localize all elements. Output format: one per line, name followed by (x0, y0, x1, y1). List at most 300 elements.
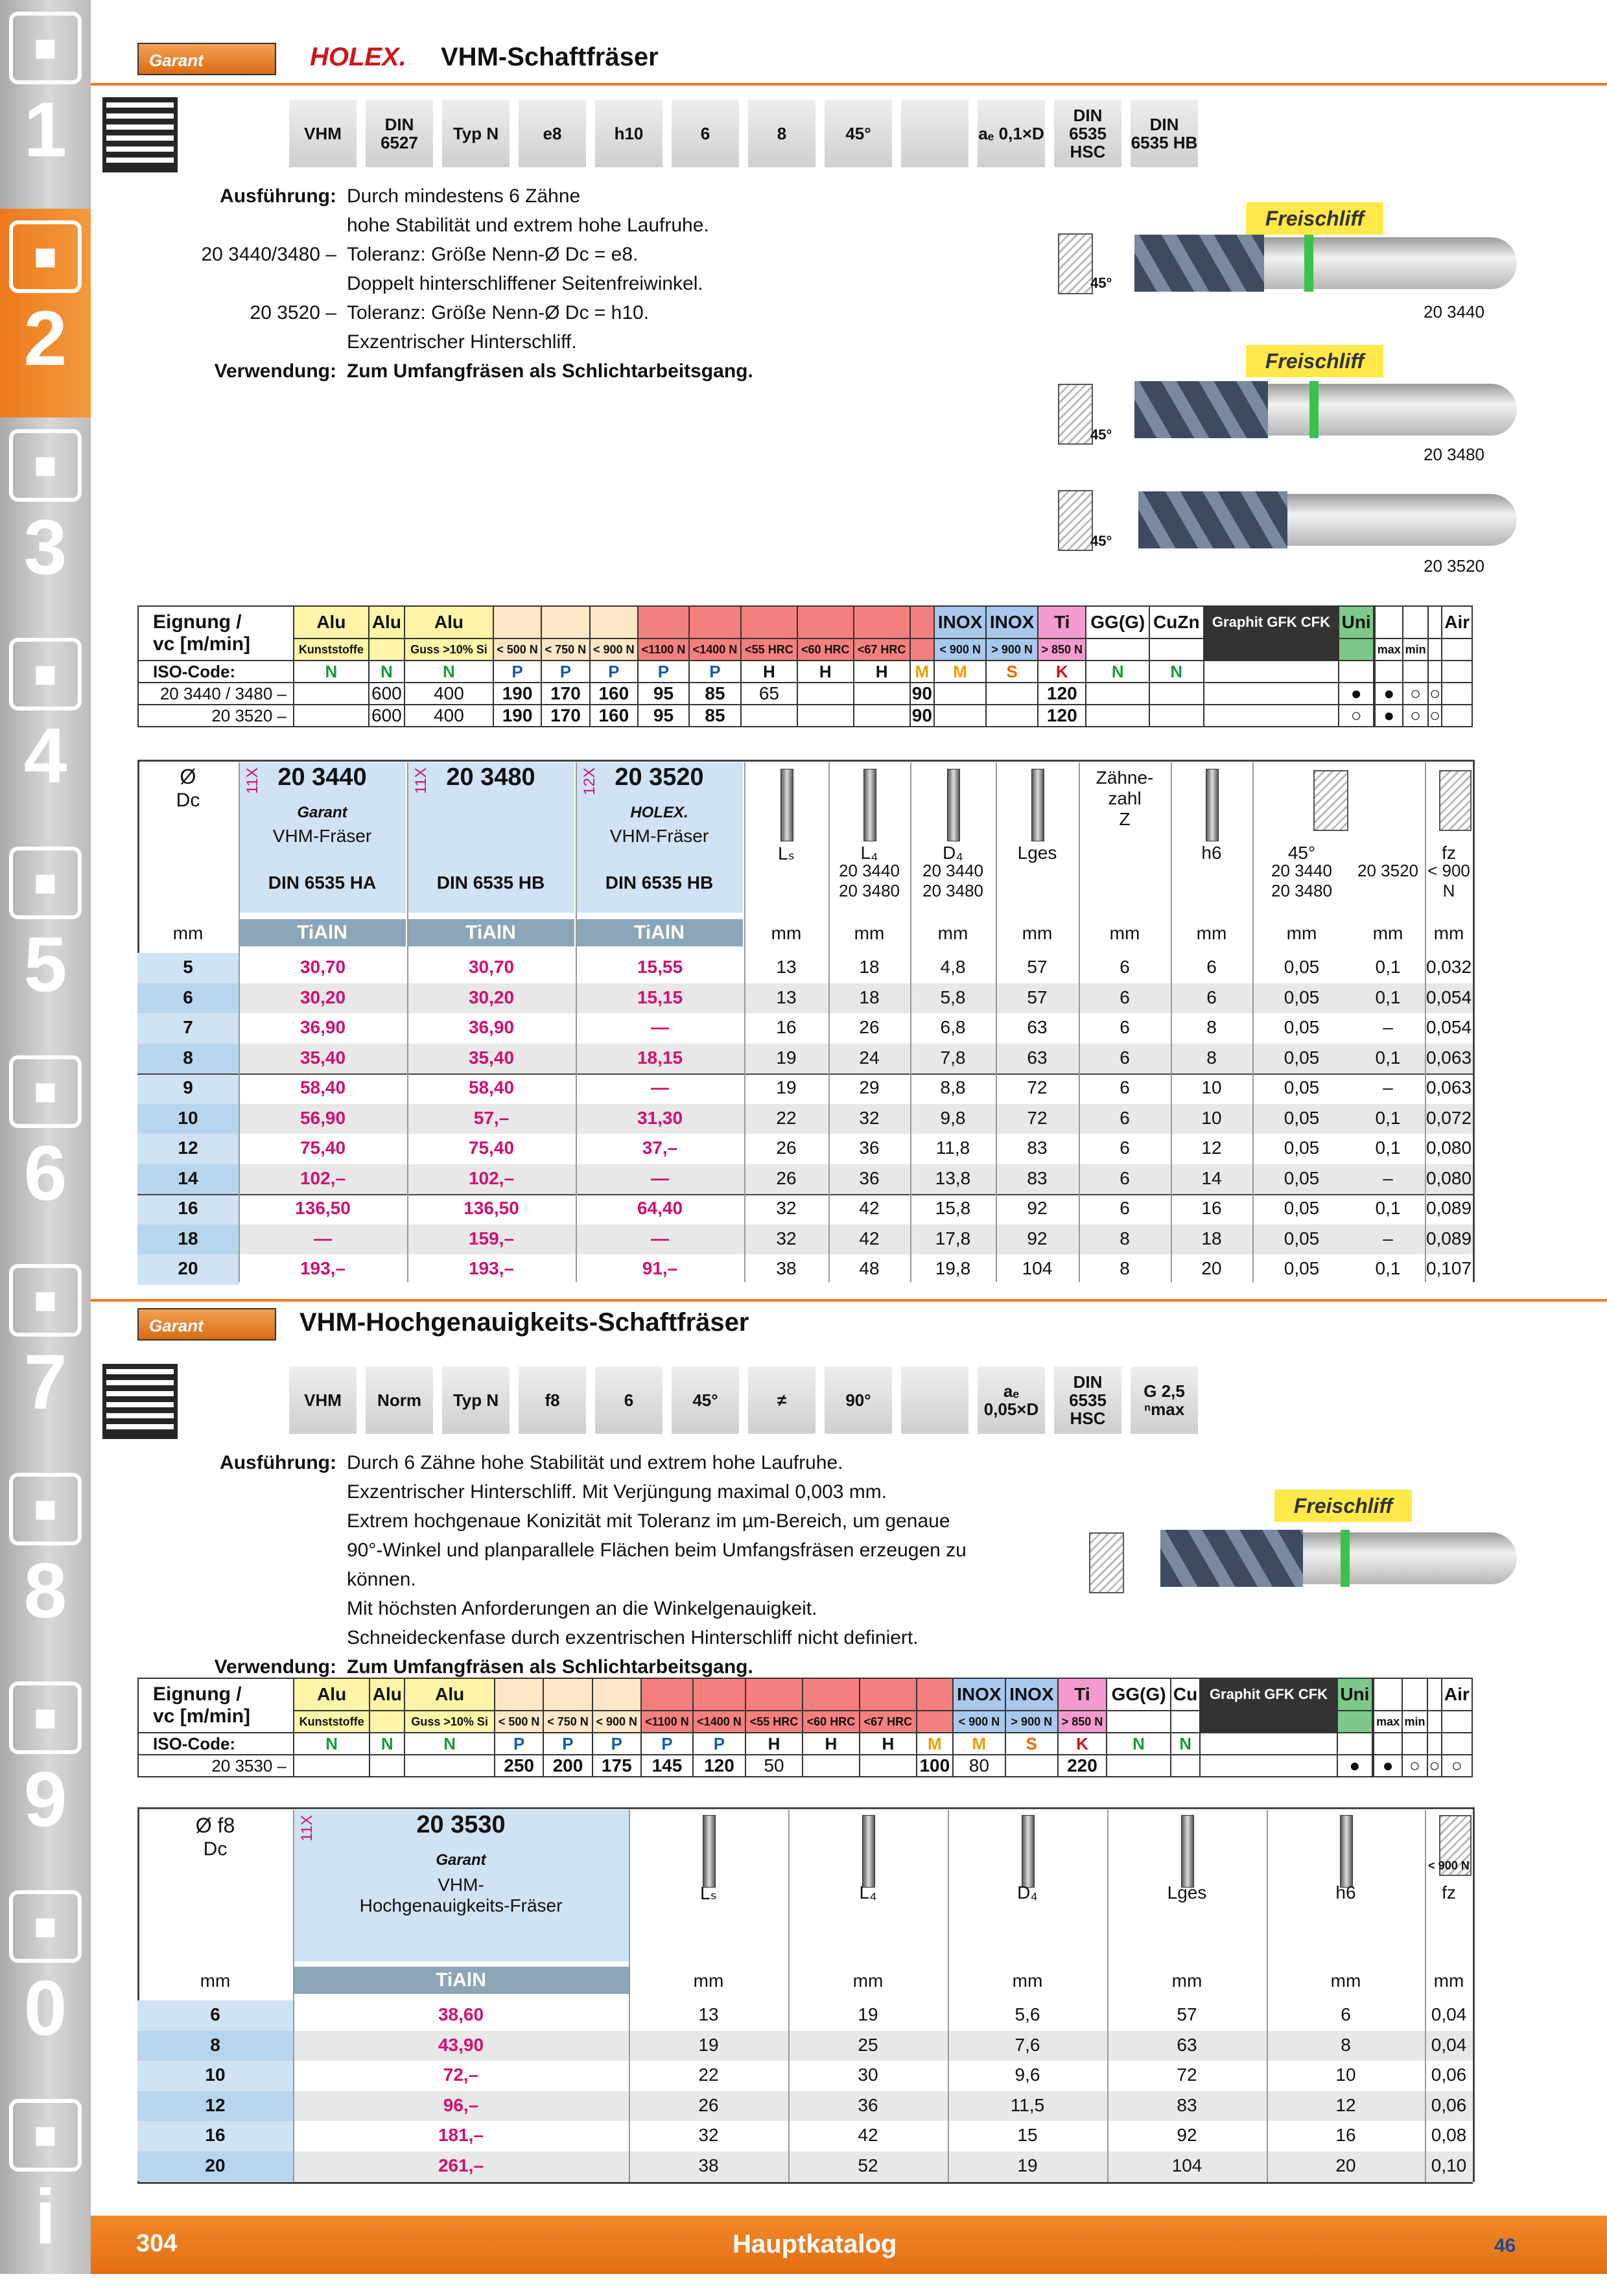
description-label (143, 1477, 347, 1506)
price-value: 38,60 (438, 2004, 484, 2024)
column-divider (293, 1810, 294, 2182)
dimension-icon (1206, 769, 1219, 841)
material-subheading: <1100 N (641, 1711, 693, 1733)
description-row (143, 269, 753, 298)
iso-code: N (369, 1733, 405, 1755)
cutting-speed-value (405, 1755, 495, 1777)
diameter-value: 10 (178, 1107, 198, 1128)
diameter-symbol: Dᴄ (176, 790, 200, 811)
cutting-speed-value (860, 1755, 917, 1777)
price-value: — (651, 1167, 669, 1188)
property-symbol: DIN 6535 HSC (1054, 1366, 1121, 1434)
material-column: Air (1442, 606, 1472, 638)
column-divider (788, 1810, 790, 2182)
cutting-speed-value (1086, 705, 1149, 727)
material-column (917, 1678, 953, 1711)
material-column (1374, 1678, 1402, 1711)
dimension-value: 0,080 (1425, 1138, 1472, 1158)
dimension-value: 52 (858, 2155, 878, 2175)
cutting-speed-label: vᴄ [m/min] (153, 1705, 251, 1727)
qr-code[interactable] (102, 97, 178, 172)
brand-logo: Garant (297, 804, 347, 821)
dimension-value: 10 (1335, 2065, 1356, 2085)
garant-logo: Garant (137, 1308, 276, 1341)
material-subheading: < 900 N (934, 638, 986, 661)
dimension-value: 14 (1201, 1167, 1222, 1188)
suitability-table (137, 605, 1473, 727)
iso-code: P (590, 661, 638, 683)
cutting-speed-value: ● (1374, 1755, 1402, 1777)
price-value: 36,90 (468, 1017, 515, 1037)
chapter-number: 2 (23, 295, 67, 382)
chapter-tab-5[interactable] (0, 835, 91, 1044)
diameter-value: 20 (178, 1258, 198, 1278)
dimension-value: 6 (1206, 987, 1217, 1007)
property-symbol: 6 (595, 1366, 663, 1434)
description-label (143, 1594, 347, 1623)
cutting-speed-value: ● (1339, 683, 1373, 705)
holex-logo: HOLEX. (310, 43, 406, 71)
dimension-value: 13 (776, 987, 797, 1007)
material-subheading (369, 638, 405, 661)
dimension-icon (780, 769, 793, 841)
cutting-speed-value (369, 1755, 405, 1777)
price-value: 15,55 (637, 957, 683, 977)
chapter-tab-6[interactable] (0, 1044, 91, 1252)
unit-label: mm (1372, 923, 1403, 943)
product-code: 20 3520 (615, 764, 704, 791)
unit-label: mm (172, 923, 204, 943)
milling-insert-icon: ■ (9, 220, 82, 293)
column-divider (1267, 1810, 1268, 2182)
property-symbols (289, 1366, 1198, 1434)
column-label: Lges (1167, 1882, 1207, 1903)
dimension-value: 29 (859, 1077, 880, 1097)
chapter-tab-4[interactable] (0, 626, 91, 835)
dimension-value: 0,072 (1425, 1107, 1472, 1128)
dimension-value: 17,8 (935, 1228, 971, 1248)
cutting-speed-value (1442, 705, 1472, 727)
cutting-speed-value: ○ (1339, 705, 1373, 727)
cutting-speed-value: 190 (493, 705, 541, 727)
diameter-value: 9 (183, 1077, 193, 1097)
dimension-value: 9,8 (940, 1107, 966, 1128)
dimension-value: 48 (859, 1258, 880, 1278)
article-label: 20 3530 – (138, 1755, 294, 1777)
column-label: fᴢ (1442, 1882, 1456, 1903)
dimension-value: 16 (1201, 1198, 1222, 1218)
material-column (741, 606, 797, 638)
unit-label: mm (1433, 923, 1464, 943)
cutting-speed-value: 120 (1038, 705, 1086, 727)
section-divider (91, 1299, 1607, 1302)
speed-row (138, 1755, 1472, 1777)
description-row (143, 240, 753, 269)
price-value: — (314, 1228, 332, 1248)
dimension-value: – (1383, 1167, 1393, 1188)
iso-label: ISO-Code: (138, 661, 294, 683)
material-column (693, 1678, 745, 1711)
material-column (854, 606, 910, 638)
cutting-speed-value (1149, 705, 1203, 727)
dimension-value: 30 (858, 2065, 878, 2085)
column-divider (576, 762, 577, 1282)
unit-label: mm (200, 1971, 231, 1991)
price-value: 30,70 (299, 957, 346, 977)
material-subheading: Kunststoffe (294, 1711, 369, 1733)
material-column (1375, 606, 1403, 638)
tool-image-203530 (1160, 1530, 1517, 1587)
dimension-value: 15 (1017, 2125, 1038, 2145)
iso-label: ISO-Code: (138, 1733, 294, 1755)
price-value: 57,– (473, 1107, 510, 1128)
chamfer-icon (1089, 1532, 1124, 1593)
freischliff-label: Freischliff (1246, 202, 1383, 235)
column-divider (910, 762, 911, 1282)
speed-row (138, 705, 1472, 727)
diameter-value: 10 (205, 2065, 226, 2085)
material-column (1403, 606, 1428, 638)
material-subheading: <60 HRC (803, 1711, 860, 1733)
dimension-value: 6 (1206, 957, 1217, 977)
iso-code: P (592, 1733, 641, 1755)
column-divider (948, 1810, 949, 2182)
cutting-speed-value: 90 (910, 705, 935, 727)
description-row (143, 1506, 967, 1536)
chamfer-icon (1313, 770, 1348, 831)
chapter-tab-1[interactable] (0, 0, 91, 209)
material-header-row (138, 1678, 1472, 1711)
price-value: 181,– (438, 2125, 484, 2145)
description-label: 20 3440/3480 – (201, 244, 336, 265)
iso-row (138, 1733, 1472, 1755)
iso-code (1374, 1733, 1402, 1755)
dimension-value: 0,06 (1431, 2094, 1467, 2115)
chapter-tab-0[interactable] (0, 1879, 91, 2087)
cutting-speed-value: 170 (541, 705, 589, 727)
dimension-value: 0,05 (1284, 1047, 1320, 1068)
diameter-value: 6 (183, 987, 193, 1007)
section-title: VHM-Hochgenauigkeits-Schaftfräser (299, 1308, 749, 1337)
chapter-tab-7[interactable] (0, 1252, 91, 1461)
dimension-value: 26 (698, 2094, 719, 2115)
iso-code (1200, 1733, 1337, 1755)
description-row (143, 298, 753, 327)
cutting-speed-value: 190 (493, 683, 541, 705)
cutting-speed-value (986, 683, 1038, 705)
material-column: INOX (953, 1678, 1005, 1711)
product-name: VHM-Fräser (272, 826, 372, 846)
iso-code: P (638, 661, 689, 683)
price-value: 58,40 (299, 1077, 346, 1097)
property-symbol (901, 1366, 968, 1434)
material-subheading (1442, 1711, 1472, 1733)
tool-image-203440 (1134, 235, 1517, 292)
tool-image-203480 (1134, 381, 1517, 438)
cutting-speed-value: 250 (495, 1755, 543, 1777)
diameter-value: 8 (210, 2034, 220, 2055)
dimension-value: 0,05 (1284, 1017, 1320, 1037)
material-column (495, 1678, 543, 1711)
price-value: 31,30 (637, 1107, 683, 1128)
column-divider (996, 762, 997, 1282)
price-value: 102,– (299, 1167, 346, 1188)
material-subheading: < 750 N (541, 638, 589, 661)
chapter-tab-8[interactable] (0, 1461, 91, 1670)
iso-code: H (803, 1733, 860, 1755)
dimension-value: 72 (1177, 2065, 1197, 2085)
dimension-value: 13 (776, 957, 797, 977)
chamfer-icon (1058, 384, 1093, 445)
chapter-number: 1 (23, 86, 67, 173)
suitability-label: Eignung / (153, 611, 242, 633)
dimension-value: 20 (1335, 2155, 1356, 2175)
diameter-value: 12 (178, 1138, 198, 1158)
column-divider (239, 762, 240, 1282)
diameter-value: 8 (183, 1047, 193, 1068)
chamfer-icon (1058, 233, 1093, 294)
material-subheading (1107, 1711, 1171, 1733)
dimension-value: 63 (1177, 2034, 1197, 2055)
dimension-value: 72 (1027, 1077, 1048, 1097)
material-subheading: Guss >10% Si (405, 1711, 495, 1733)
dimension-value: 6 (1120, 1077, 1130, 1097)
material-column (543, 1678, 592, 1711)
iso-code: P (693, 1733, 745, 1755)
caliper-icon: ■ (9, 638, 82, 710)
chapter-number: 7 (23, 1339, 67, 1425)
dimension-value: 19 (776, 1047, 797, 1068)
drill-icon: ■ (9, 12, 82, 84)
dimension-value: 0,05 (1284, 987, 1320, 1007)
material-column: GG(G) (1086, 606, 1149, 638)
material-column: INOX (1005, 1678, 1058, 1711)
dimension-value: 0,089 (1425, 1198, 1472, 1218)
material-column (689, 606, 741, 638)
dimension-value: 0,080 (1425, 1167, 1472, 1188)
property-symbol: Typ N (442, 1366, 510, 1434)
chapter-number: i (34, 2173, 56, 2260)
material-column: INOX (986, 606, 1038, 638)
dimension-value: 12 (1335, 2094, 1356, 2115)
price-value: 72,– (443, 2065, 479, 2085)
property-symbol: aₑ 0,1×D (978, 100, 1045, 167)
iso-code: P (495, 1733, 543, 1755)
column-label: L₄ (860, 843, 878, 863)
dimension-value: 0,05 (1284, 1167, 1320, 1188)
price-value: — (651, 1077, 669, 1097)
material-subheading: < 500 N (493, 638, 541, 661)
dimension-value: 26 (776, 1167, 797, 1188)
unit-label: mm (1286, 923, 1317, 943)
dimension-value: 9,6 (1015, 2065, 1040, 2085)
cutting-speed-value (1171, 1755, 1200, 1777)
iso-code: N (294, 661, 369, 683)
property-symbol: h10 (595, 100, 663, 167)
property-symbol: ≠ (748, 1366, 815, 1434)
description-text: Zum Umfangfräsen als Schlichtarbeitsgang. (347, 1656, 753, 1678)
column-sublabel: 20 3520 (1357, 861, 1418, 880)
price-value: 30,20 (468, 987, 515, 1007)
dimension-value: 19 (776, 1077, 797, 1097)
cutting-speed-value (934, 705, 986, 727)
diameter-value: 14 (178, 1167, 198, 1188)
dimension-value: 22 (698, 2065, 719, 2085)
material-column: Graphit GFK CFK (1204, 606, 1339, 638)
product-name: VHM-Fräser (609, 826, 709, 846)
dimension-value: 57 (1177, 2004, 1197, 2024)
chapter-tab-9[interactable] (0, 1670, 91, 1879)
iso-code: N (1171, 1733, 1200, 1755)
dimension-value: 8 (1206, 1017, 1217, 1037)
dimension-value: 8 (1120, 1258, 1130, 1278)
dimension-value: 0,1 (1375, 1198, 1401, 1218)
coating-label: TiAlN (239, 919, 406, 946)
suitability-header (138, 1678, 294, 1733)
material-subheading: min (1403, 638, 1428, 661)
property-symbol: e8 (519, 100, 586, 167)
material-subheading: < 900 N (590, 638, 638, 661)
material-column: Air (1442, 1678, 1472, 1711)
price-value: 102,– (468, 1167, 515, 1188)
dimension-icon (1340, 1815, 1353, 1888)
material-subheading: <60 HRC (797, 638, 854, 661)
iso-row (138, 661, 1472, 683)
dimension-value: 0,05 (1284, 1228, 1320, 1248)
chapter-tab-2[interactable] (0, 209, 91, 417)
material-column (592, 1678, 641, 1711)
description-row (143, 327, 753, 357)
din-standard: DIN 6535 HB (436, 873, 545, 893)
dimension-value: 6 (1120, 1167, 1130, 1188)
dimension-value: 10 (1201, 1107, 1222, 1128)
price-value: 75,40 (468, 1138, 515, 1158)
product-code: 20 3440 (277, 764, 367, 791)
freischliff-label: Freischliff (1274, 1490, 1412, 1522)
price-value: 193,– (299, 1258, 346, 1278)
material-subheading (917, 1711, 953, 1733)
dimension-value: 22 (776, 1107, 797, 1128)
chuck-icon: ■ (9, 429, 82, 502)
column-divider (828, 762, 830, 1282)
dimension-value: 13 (698, 2004, 719, 2024)
description-row (143, 1536, 967, 1565)
chapter-tab-i[interactable] (0, 2087, 91, 2296)
description-label (143, 1565, 347, 1594)
suitability-table (137, 1678, 1473, 1777)
cutting-speed-value (294, 705, 369, 727)
iso-code: H (797, 661, 854, 683)
unit-label: mm (852, 1971, 884, 1991)
unit-label: mm (771, 923, 802, 943)
diameter-value: 18 (178, 1228, 198, 1248)
chapter-number: 5 (23, 921, 67, 1008)
material-column: CuZn (1149, 606, 1203, 638)
tool-code: 20 3520 (1424, 556, 1484, 576)
material-subheading: < 750 N (543, 1711, 592, 1733)
price-value: 18,15 (637, 1047, 683, 1068)
price-value: 36,90 (299, 1017, 346, 1037)
section-divider (91, 83, 1607, 86)
dimension-value: 36 (859, 1167, 880, 1188)
chapter-tab-3[interactable] (0, 417, 91, 626)
price-value: 35,40 (299, 1047, 346, 1068)
material-column (797, 606, 854, 638)
diameter-value: 16 (205, 2125, 226, 2145)
dimension-icon (1031, 769, 1044, 841)
dimension-value: 0,054 (1425, 987, 1472, 1007)
dimension-value: 20 (1201, 1258, 1222, 1278)
qr-code[interactable] (102, 1364, 178, 1439)
price-value: 136,50 (463, 1198, 519, 1218)
page-title: VHM-Schaftfräser (441, 43, 659, 71)
coating-label: TiAlN (407, 919, 574, 946)
cutting-speed-value: 120 (1038, 683, 1086, 705)
unit-label: mm (1109, 923, 1140, 943)
cutting-speed-value: 145 (641, 1755, 693, 1777)
iso-code: M (910, 661, 935, 683)
description-row (143, 357, 753, 386)
cutting-speed-value (294, 1755, 369, 1777)
price-value: 261,– (438, 2155, 484, 2175)
product-flutes: 11X (244, 767, 261, 794)
property-symbol: 45° (672, 1366, 739, 1434)
column-label: 45° (1287, 843, 1316, 863)
dimension-value: 8,8 (940, 1077, 966, 1097)
column-label: D₄ (1017, 1882, 1038, 1903)
material-subheading: <67 HRC (860, 1711, 917, 1733)
dimension-value: 26 (859, 1017, 880, 1037)
dimension-value: 5,8 (940, 987, 966, 1007)
dimension-value: 6 (1341, 2004, 1351, 2024)
cutting-speed-value (1107, 1755, 1171, 1777)
material-header-row (138, 606, 1472, 638)
property-symbol (901, 100, 968, 167)
cutting-speed-value: 400 (405, 683, 493, 705)
cutting-speed-value (294, 683, 369, 705)
cutting-speed-value (1200, 1755, 1337, 1777)
dimension-value: 72 (1027, 1107, 1048, 1128)
iso-code: P (543, 1733, 592, 1755)
cutting-speed-value: 120 (693, 1755, 745, 1777)
dimension-icon (1181, 1815, 1194, 1888)
iso-code: N (405, 661, 493, 683)
column-divider (1107, 1810, 1108, 2182)
cutting-speed-value: ● (1375, 705, 1403, 727)
table-border (137, 760, 1473, 762)
dimension-value: 13,8 (935, 1167, 971, 1188)
material-subheading (1428, 638, 1442, 661)
unit-label: mm (1330, 1971, 1361, 1991)
dimension-value: 0,1 (1375, 1047, 1401, 1068)
article-label: 20 3440 / 3480 – (138, 683, 294, 705)
unit-label: mm (1012, 1971, 1043, 1991)
material-column: Alu (369, 1678, 405, 1711)
cutting-speed-value: ● (1337, 1755, 1372, 1777)
material-column (641, 1678, 693, 1711)
dimension-value: 92 (1177, 2125, 1197, 2145)
material-column (1402, 1678, 1427, 1711)
dimension-value: 0,10 (1431, 2155, 1467, 2175)
dimension-icon (703, 1815, 716, 1888)
property-symbol: f8 (519, 1366, 586, 1434)
dimension-value: 0,1 (1375, 1107, 1401, 1128)
description-text: Zum Umfangfräsen als Schlichtarbeitsgang. (347, 360, 753, 382)
description-label: Ausführung: (220, 185, 336, 207)
cutting-speed-value (1086, 683, 1149, 705)
material-column (803, 1678, 860, 1711)
material-subheading: Guss >10% Si (405, 638, 493, 661)
